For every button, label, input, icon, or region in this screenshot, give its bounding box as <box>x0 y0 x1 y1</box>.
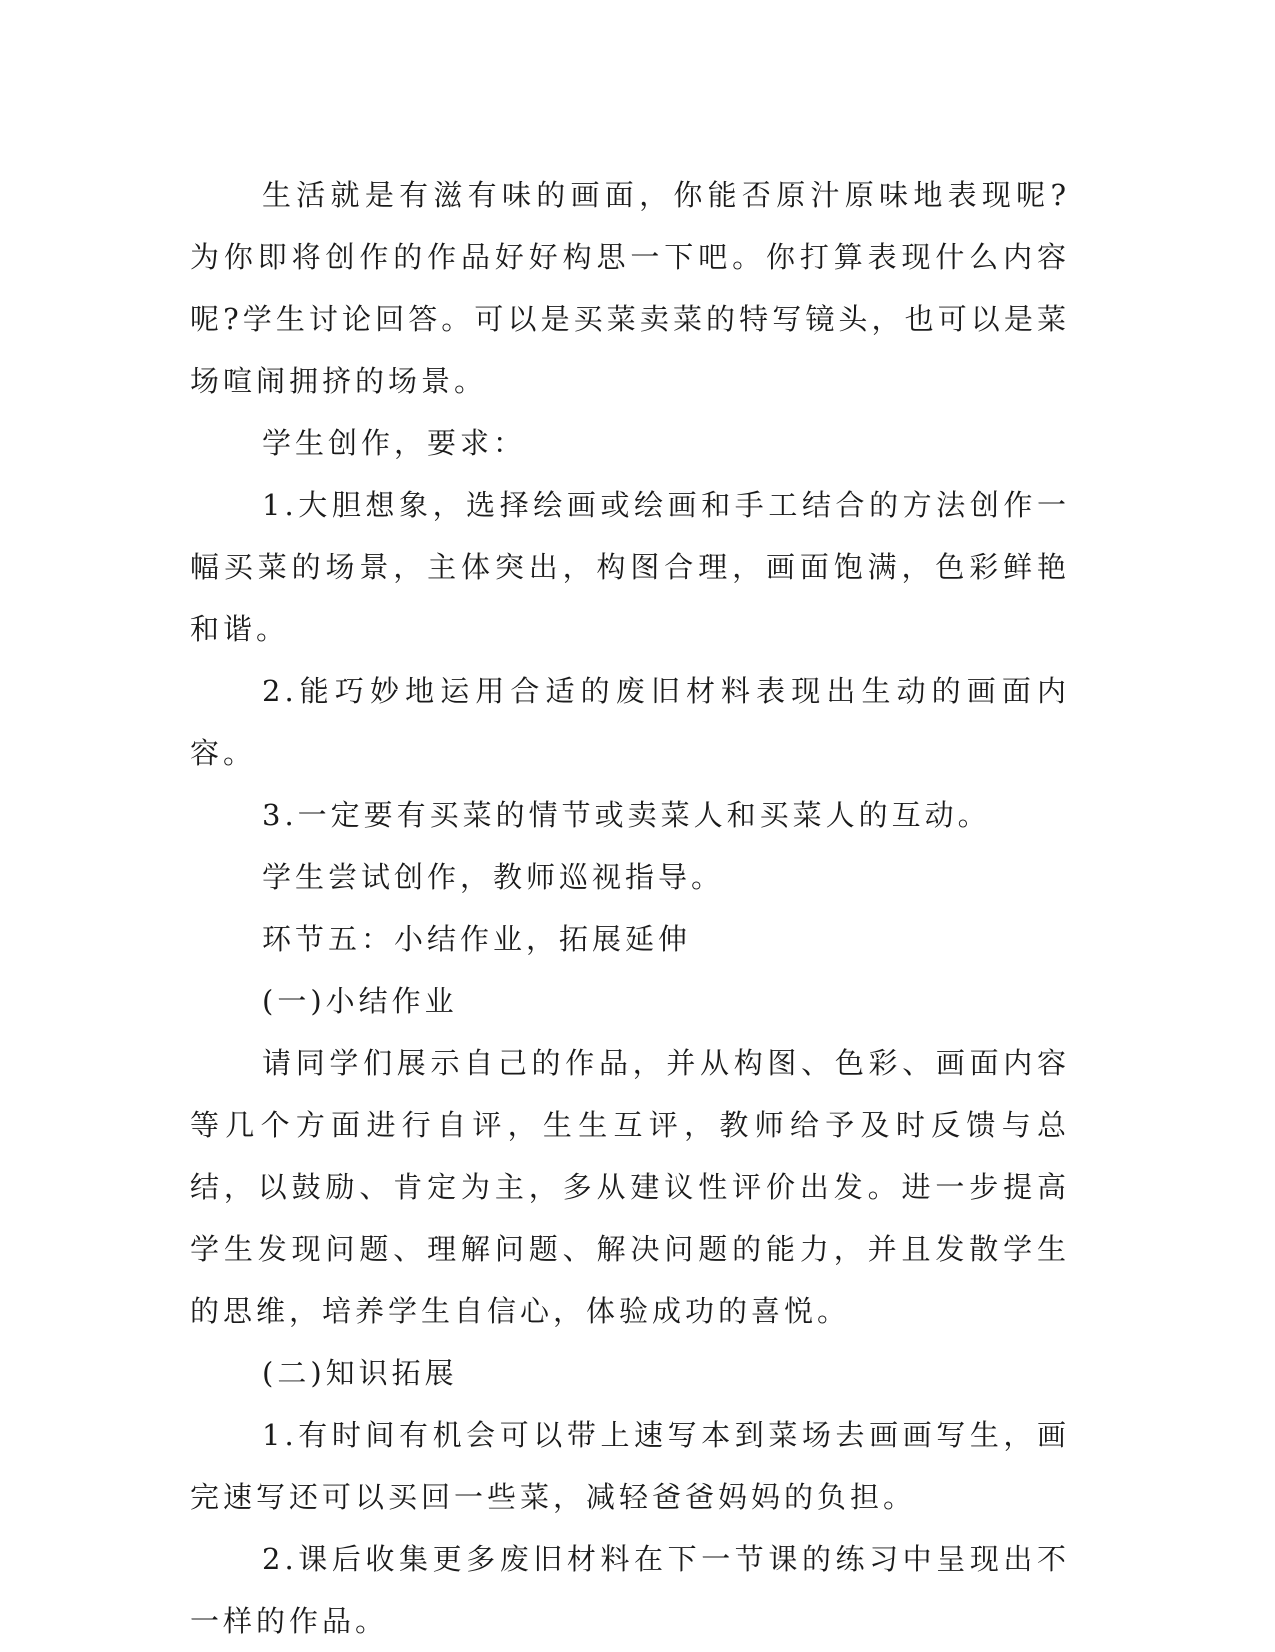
subheading-summary: (一)小结作业 <box>262 984 458 1018</box>
paragraph-extension-2: 2.课后收集更多废旧材料在下一节课的练习中呈现出不一样的作品。 <box>190 1542 1070 1638</box>
paragraph-requirements-heading: 学生创作，要求： <box>262 426 527 460</box>
paragraph-requirement-3: 3.一定要有买菜的情节或卖菜人和买菜人的互动。 <box>262 798 991 832</box>
paragraph-requirement-1: 1.大胆想象，选择绘画或绘画和手工结合的方法创作一幅买菜的场景，主体突出，构图合理，画面饱满，色彩鲜艳和谐。 <box>190 488 1070 646</box>
paragraph-summary: 请同学们展示自己的作品，并从构图、色彩、画面内容等几个方面进行自评，生生互评，教师给予及时反馈与总结，以鼓励、肯定为主，多从建议性评价出发。进一步提高学生发现问题、理解问题、解决问题的能力，并且发散学生的思维，培养学生自信心，体验成功的喜悦。 <box>190 1046 1070 1328</box>
paragraph-requirement-2: 2.能巧妙地运用合适的废旧材料表现出生动的画面内容。 <box>190 674 1070 770</box>
document-body <box>190 164 1070 1652</box>
section-heading-step-five: 环节五：小结作业，拓展延伸 <box>262 922 692 956</box>
subheading-extension: (二)知识拓展 <box>262 1356 458 1390</box>
paragraph-extension-1: 1.有时间有机会可以带上速写本到菜场去画画写生，画完速写还可以买回一些菜，减轻爸爸妈妈的负担。 <box>190 1418 1070 1514</box>
paragraph-student-trial: 学生尝试创作，教师巡视指导。 <box>262 860 725 894</box>
paragraph-intro: 生活就是有滋有味的画面，你能否原汁原味地表现呢?为你即将创作的作品好好构思一下吧。你打算表现什么内容呢?学生讨论回答。可以是买菜卖菜的特写镜头，也可以是菜场喧闹拥挤的场景。 <box>190 178 1070 398</box>
